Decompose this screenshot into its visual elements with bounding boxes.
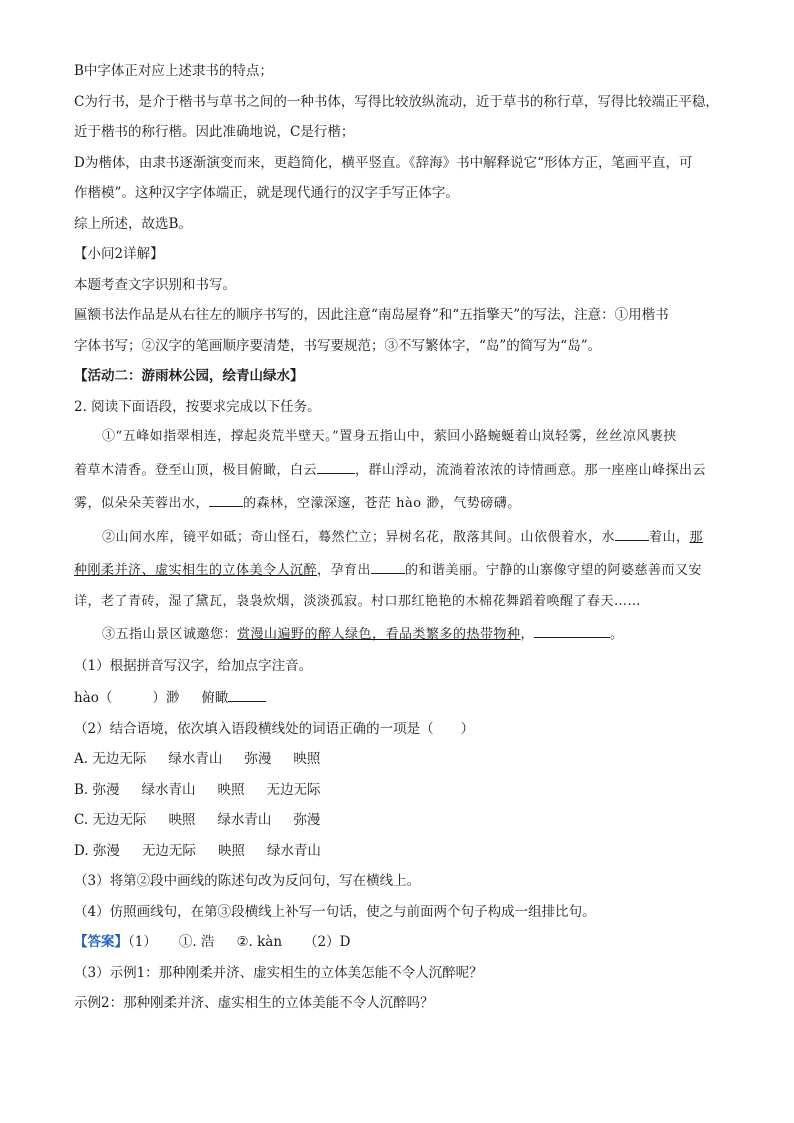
blank-pinyin (228, 687, 266, 702)
subquestion-2: （2）结合语境，依次填入语段横线处的词语正确的一项是（ ） (74, 720, 475, 737)
answer-example-2: 示例2：那种刚柔并济、虚实相生的立体美能不令人沉醉吗？ (74, 995, 434, 1011)
question-2-stem: 2. 阅读下面语段，按要求完成以下任务。 (74, 398, 321, 415)
subquestion-4: （4）仿照画线句，在第③段横线上补写一句话，使之与前面两个句子构成一组排比句。 (74, 903, 596, 920)
blank-2 (209, 492, 243, 507)
subquestion-1-items: hào（ ）渺 俯瞰 (74, 687, 730, 707)
plaque-note-1: 匾额书法作品是从右往左的顺序书写的，因此注意“南岛屋脊”和“五指擎天”的写法，注意：①用楷书 (74, 307, 669, 323)
activity-heading: 【活动二：游雨林公园，绘青山绿水】 (74, 368, 304, 384)
analysis-line-d2: 作楷模”。这种汉字字体端正，就是现代通行的汉字手写正体字。 (74, 185, 459, 201)
blank-5 (534, 623, 610, 638)
parallel-sentences: 赏漫山遍野的醉人绿色，看品类繁多的热带物种 (237, 627, 521, 642)
answer-example-1: （3）示例1：那种刚柔并济、虚实相生的立体美怎能不令人沉醉呢？ (74, 964, 483, 981)
option-a: A. 无边无际 绿水青山 弥漫 映照 (74, 751, 321, 767)
option-c: C. 无边无际 映照 绿水青山 弥漫 (74, 812, 321, 828)
underlined-sentence: 种刚柔并济、虚实相生的立体美令人沉醉 (74, 563, 318, 578)
passage-para-3: ③五指山景区诚邀您：赏漫山遍野的醉人绿色，看品类繁多的热带物种， 。 (74, 623, 730, 644)
subquestion-1: （1）根据拼音写汉字，给加点字注音。 (74, 657, 313, 674)
answer-tag: 【答案】 (74, 934, 128, 950)
analysis-line-c2: 近于楷书的称行楷。因此准确地说，C是行楷； (74, 124, 355, 140)
document-page (74, 62, 730, 1025)
subquestion-intro: 本题考查文字识别和书写。 (74, 276, 236, 293)
option-d: D. 弥漫 无边无际 映照 绿水青山 (74, 842, 321, 859)
passage-para-1-line-3: 雾，似朵朵芙蓉出水， 的森林，空濛深邃，苍茫 hào 渺，气势磅礴。 (74, 492, 730, 513)
passage-para-2-line-2: 种刚柔并济、虚实相生的立体美令人沉醉，孕育出 的和谐美丽。宁静的山寨像守望的阿婆慈善而又安 (74, 559, 730, 580)
conclusion-line: 综上所述，故选B。 (74, 215, 192, 232)
analysis-line-d1: D为楷体，由隶书逐渐演变而来，更趋简化，横平竖直。《辞海》书中解释说它“形体方正，笔画平直，可 (74, 154, 693, 171)
analysis-line-c1: C为行书，是介于楷书与草书之间的一种书体，写得比较放纵流动，近于草书的称行草，写得比较端正平稳， (74, 93, 719, 110)
passage-para-2-line-1: ②山间水库，镜平如砥；奇山怪石，蓦然伫立；异树名花，散落其间。山依偎着水，水 着山，那 (74, 526, 730, 547)
answer-line: 【答案】（1） ①. 浩 ②. kàn （2）D (74, 934, 351, 950)
blank-1 (317, 459, 355, 474)
passage-para-1-line-1: ①“五峰如指翠相连，撑起炎荒半壁天。”置身五指山中，萦回小路蜿蜒着山岚轻雾，丝丝凉风裹挟 (102, 429, 677, 444)
subquestion-3: （3）将第②段中画线的陈述句改为反问句，写在横线上。 (74, 873, 421, 889)
plaque-note-2: 字体书写；②汉字的笔画顺序要清楚，书写要规范；③不写繁体字，“岛”的简写为“岛”。 (74, 337, 602, 354)
blank-3 (615, 526, 649, 541)
analysis-line-b: B中字体正对应上述隶书的特点； (74, 63, 273, 79)
option-b: B. 弥漫 绿水青山 映照 无边无际 (74, 781, 321, 798)
underlined-sentence-start: 那 (689, 529, 704, 545)
passage-para-1-line-2: 着草木清香。登至山顶，极目俯瞰，白云 ，群山浮动，流淌着浓浓的诗情画意。那一座座山峰探出云 (74, 459, 730, 480)
passage-para-2-line-3: 详，老了青砖，湿了黛瓦，袅袅炊烟，淡淡孤寂。村口那红艳艳的木棉花舞蹈着唤醒了春天…… (74, 593, 642, 609)
blank-4 (371, 559, 405, 574)
subquestion-heading: 【小问2详解】 (74, 246, 164, 262)
